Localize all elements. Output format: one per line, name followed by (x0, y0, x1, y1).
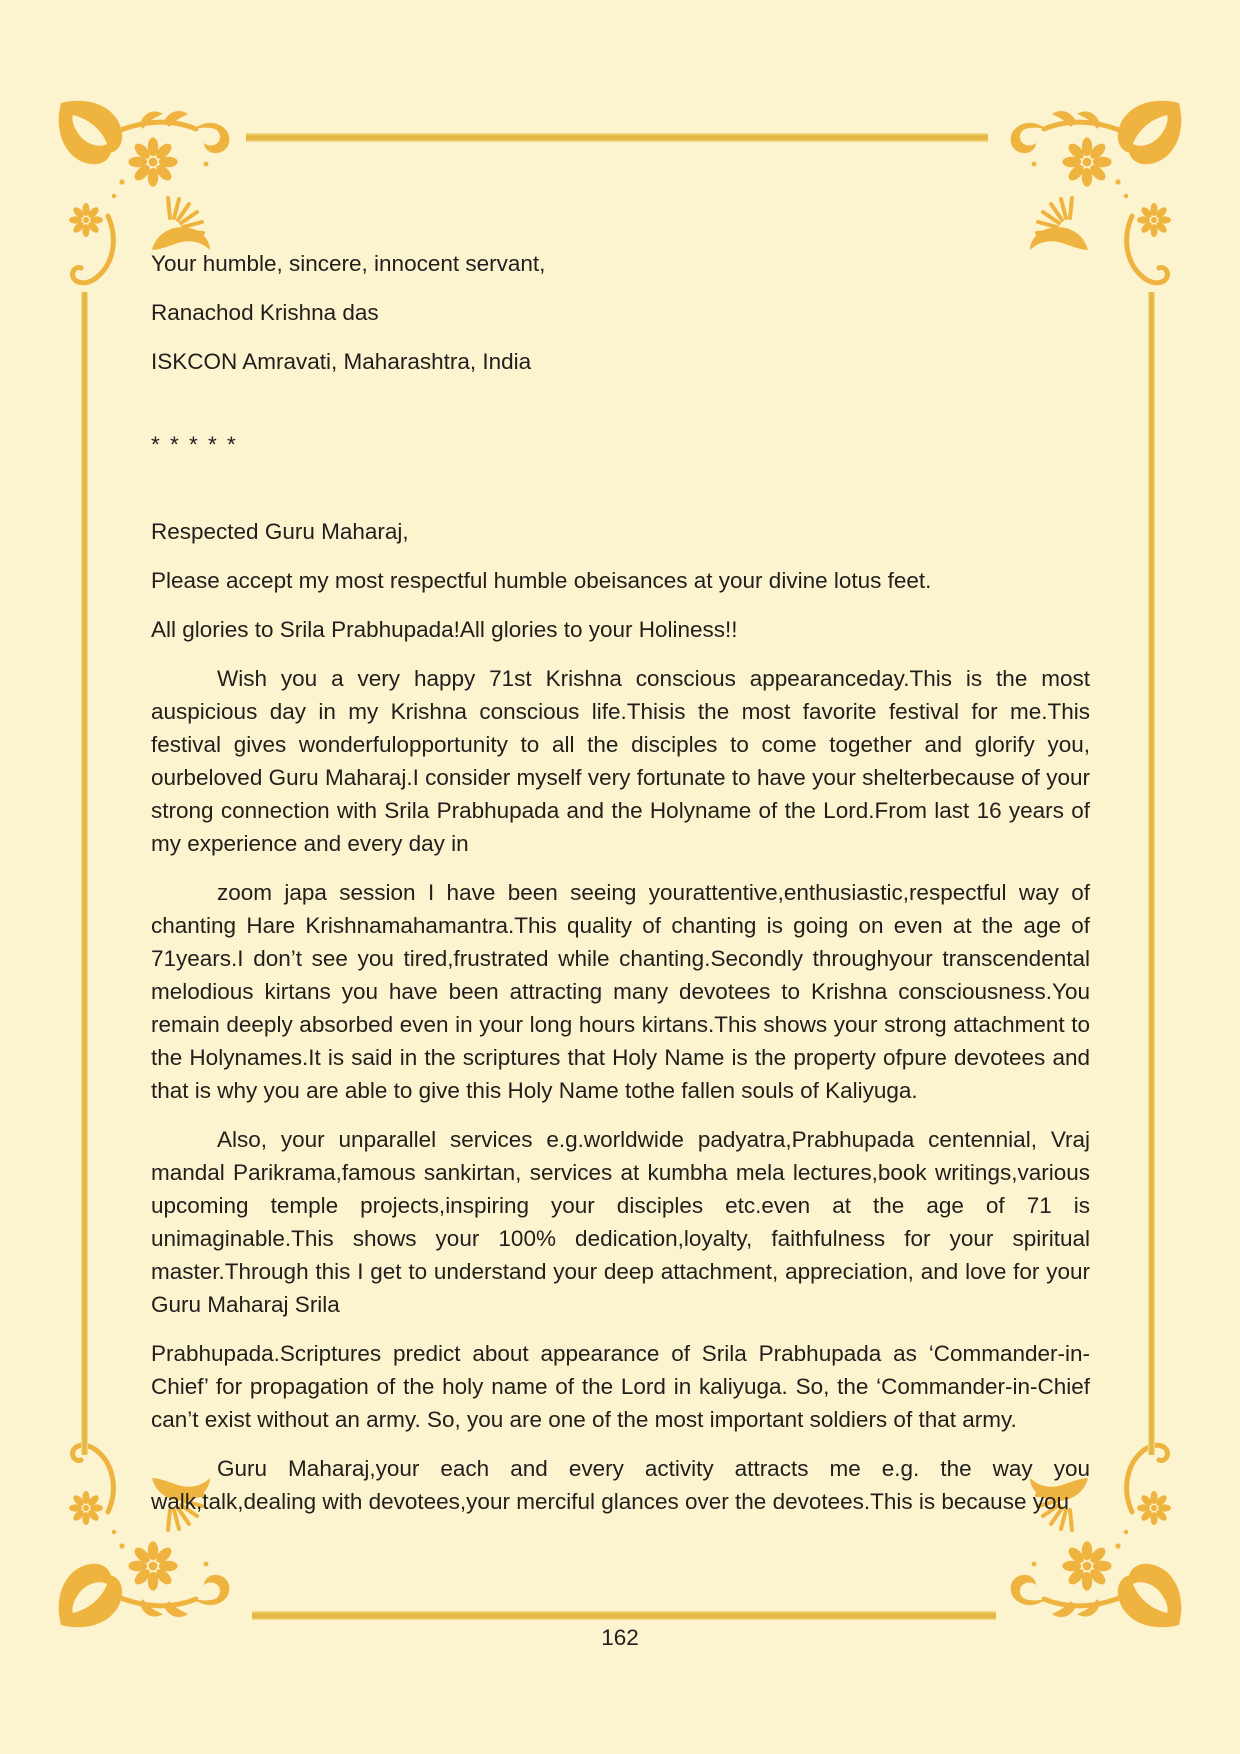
signature-line-2: Ranachod Krishna das (151, 300, 379, 325)
letter-paragraph: Wish you a very happy 71st Krishna conscious appearanceday.This is the most auspicious day in my Krishna conscious life.Thisis the most favorite festival for me.This festival gives wonderfulopportunity to all the disciples to come together and glorify you, ourbeloved Guru Maharaj.I consider myself very fortunate to have your shelterbecause of your strong connection with Srila Prabhupada and the Holyname of the Lord.From last 16 years of my experience and every day in (151, 666, 1090, 856)
page-number: 162 (601, 1625, 639, 1650)
signature-line-1: Your humble, sincere, innocent servant, (151, 251, 546, 276)
letter-paragraph: zoom japa session I have been seeing yourattentive,enthusiastic,respectful way of chanting Hare Krishnamahamantra.This quality of chanting is going on even at the age of 71years.I don’t see you tired,frustrated while chanting.Secondly throughyour transcendental melodious kirtans you have been attracting many devotees to Krishna consciousness.You remain deeply absorbed even in your long hours kirtans.This shows your strong attachment to the Holynames.It is said in the scriptures that Holy Name is the property ofpure devotees and that is why you are able to give this Holy Name tothe fallen souls of Kaliyuga. (151, 880, 1090, 1103)
letter-paragraph: Also, your unparallel services e.g.worldwide padyatra,Prabhupada centennial, Vraj mandal Parikrama,famous sankirtan, services at kumbha mela lectures,book writings,various upcoming temple projects,inspiring your disciples etc.even at the age of 71 is unimaginable.This shows your 100% dedication,loyalty, faithfulness for your spiritual master.Through this I get to understand your deep attachment, appreciation, and love for your Guru Maharaj Srila (151, 1127, 1090, 1317)
letter-paragraph: Guru Maharaj,your each and every activity attracts me e.g. the way you walk,talk,dealing with devotees,your merciful glances over the devotees.This is because you (151, 1456, 1090, 1514)
separator-asterisks: * * * * * (151, 432, 238, 457)
obeisance-line: Please accept my most respectful humble obeisances at your divine lotus feet. (151, 568, 932, 593)
border-line-right (1148, 292, 1155, 1455)
glories-line: All glories to Srila Prabhupada!All glories to your Holiness!! (151, 617, 738, 642)
letter-content (151, 247, 1090, 1534)
border-line-top (246, 133, 988, 142)
signature-line-3: ISKCON Amravati, Maharashtra, India (151, 349, 532, 374)
border-line-bottom (252, 1611, 996, 1620)
letter-paragraph: Prabhupada.Scriptures predict about appearance of Srila Prabhupada as ‘Commander-in-Chief’ for propagation of the holy name of the Lord in kaliyuga. So, the ‘Commander-in-Chief can’t exist without an army. So, you are one of the most important soldiers of that army. (151, 1341, 1090, 1432)
border-line-left (81, 292, 88, 1455)
salutation: Respected Guru Maharaj, (151, 519, 409, 544)
